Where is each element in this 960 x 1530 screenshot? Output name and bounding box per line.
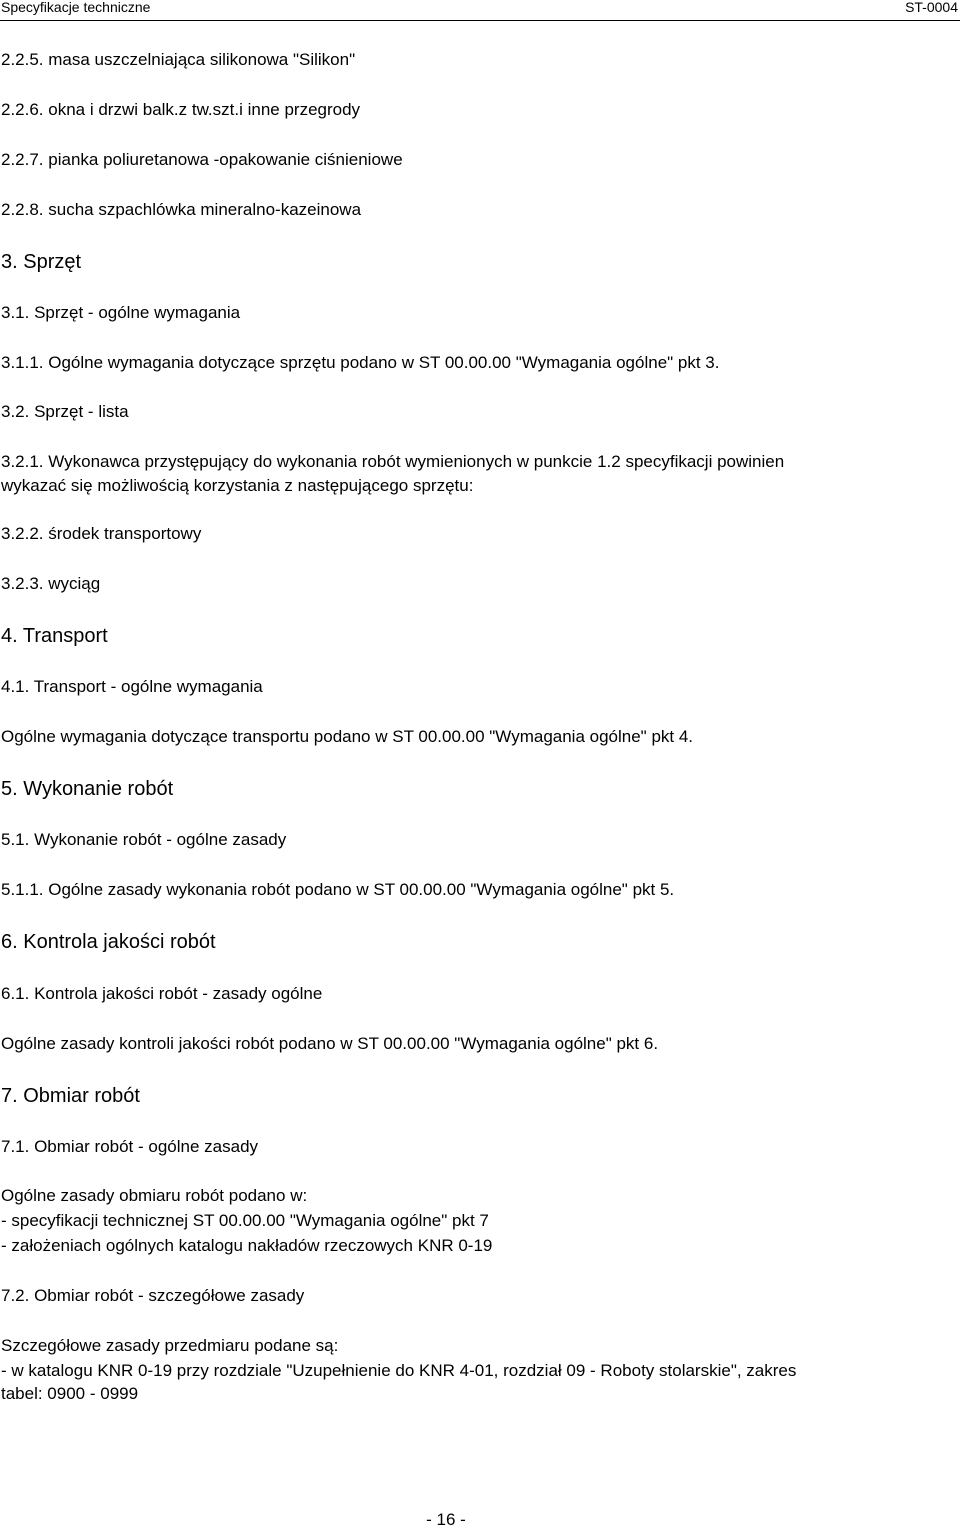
subsection-7-1: 7.1. Obmiar robót - ogólne zasady (1, 1137, 259, 1156)
paragraph-5-1-1: 5.1.1. Ogólne zasady wykonania robót podano w ST 00.00.00 "Wymagania ogólne" pkt 5. (1, 880, 675, 899)
material-item-2-2-6: 2.2.6. okna i drzwi balk.z tw.szt.i inne przegrody (1, 100, 361, 119)
paragraph-7-2-line1: Szczegółowe zasady przedmiaru podane są: (1, 1336, 339, 1355)
material-item-2-2-8: 2.2.8. sucha szpachlówka mineralno-kazeinowa (1, 200, 362, 219)
subsection-7-2: 7.2. Obmiar robót - szczegółowe zasady (1, 1286, 305, 1305)
section-heading-5: 5. Wykonanie robót (1, 778, 174, 800)
header-title: Specyfikacje techniczne (1, 0, 151, 15)
paragraph-7-2-line3: tabel: 0900 - 0999 (1, 1384, 139, 1403)
subsection-5-1: 5.1. Wykonanie robót - ogólne zasady (1, 830, 287, 849)
paragraph-7-1-line1: Ogólne zasady obmiaru robót podano w: (1, 1186, 308, 1205)
subsection-4-1: 4.1. Transport - ogólne wymagania (1, 677, 263, 696)
subsection-3-2: 3.2. Sprzęt - lista (1, 402, 129, 421)
subsection-6-1: 6.1. Kontrola jakości robót - zasady ogólne (1, 984, 323, 1003)
section-heading-3: 3. Sprzęt (1, 251, 82, 273)
section-heading-7: 7. Obmiar robót (1, 1085, 140, 1107)
page-number: - 16 - (426, 1510, 466, 1529)
paragraph-3-1-1: 3.1.1. Ogólne wymagania dotyczące sprzętu podano w ST 00.00.00 "Wymagania ogólne" pkt 3. (1, 353, 720, 372)
paragraph-7-1-line3: - założeniach ogólnych katalogu nakładów rzeczowych KNR 0-19 (1, 1236, 493, 1255)
equipment-item-3-2-2: 3.2.2. środek transportowy (1, 524, 202, 543)
paragraph-7-1-line2: - specyfikacji technicznej ST 00.00.00 "Wymagania ogólne" pkt 7 (1, 1211, 489, 1230)
paragraph-7-2-line2: - w katalogu KNR 0-19 przy rozdziale "Uzupełnienie do KNR 4-01, rozdział 09 - Roboty stolarskie", zakres (1, 1361, 797, 1380)
paragraph-3-2-1-line2: wykazać się możliwością korzystania z następującego sprzętu: (1, 476, 474, 495)
paragraph-6-1: Ogólne zasady kontroli jakości robót podano w ST 00.00.00 "Wymagania ogólne" pkt 6. (1, 1034, 659, 1053)
section-heading-4: 4. Transport (1, 625, 108, 647)
paragraph-3-2-1-line1: 3.2.1. Wykonawca przystępujący do wykonania robót wymienionych w punkcie 1.2 specyfikacji powinien (1, 452, 785, 471)
header-doc-code: ST-0004 (905, 0, 958, 15)
paragraph-4-1: Ogólne wymagania dotyczące transportu podano w ST 00.00.00 "Wymagania ogólne" pkt 4. (1, 727, 694, 746)
equipment-item-3-2-3: 3.2.3. wyciąg (1, 574, 101, 593)
subsection-3-1: 3.1. Sprzęt - ogólne wymagania (1, 303, 241, 322)
header-divider (0, 20, 960, 21)
material-item-2-2-5: 2.2.5. masa uszczelniająca silikonowa "Silikon" (1, 50, 356, 69)
section-heading-6: 6. Kontrola jakości robót (1, 931, 216, 953)
material-item-2-2-7: 2.2.7. pianka poliuretanowa -opakowanie ciśnieniowe (1, 150, 403, 169)
page-header (0, 0, 960, 20)
